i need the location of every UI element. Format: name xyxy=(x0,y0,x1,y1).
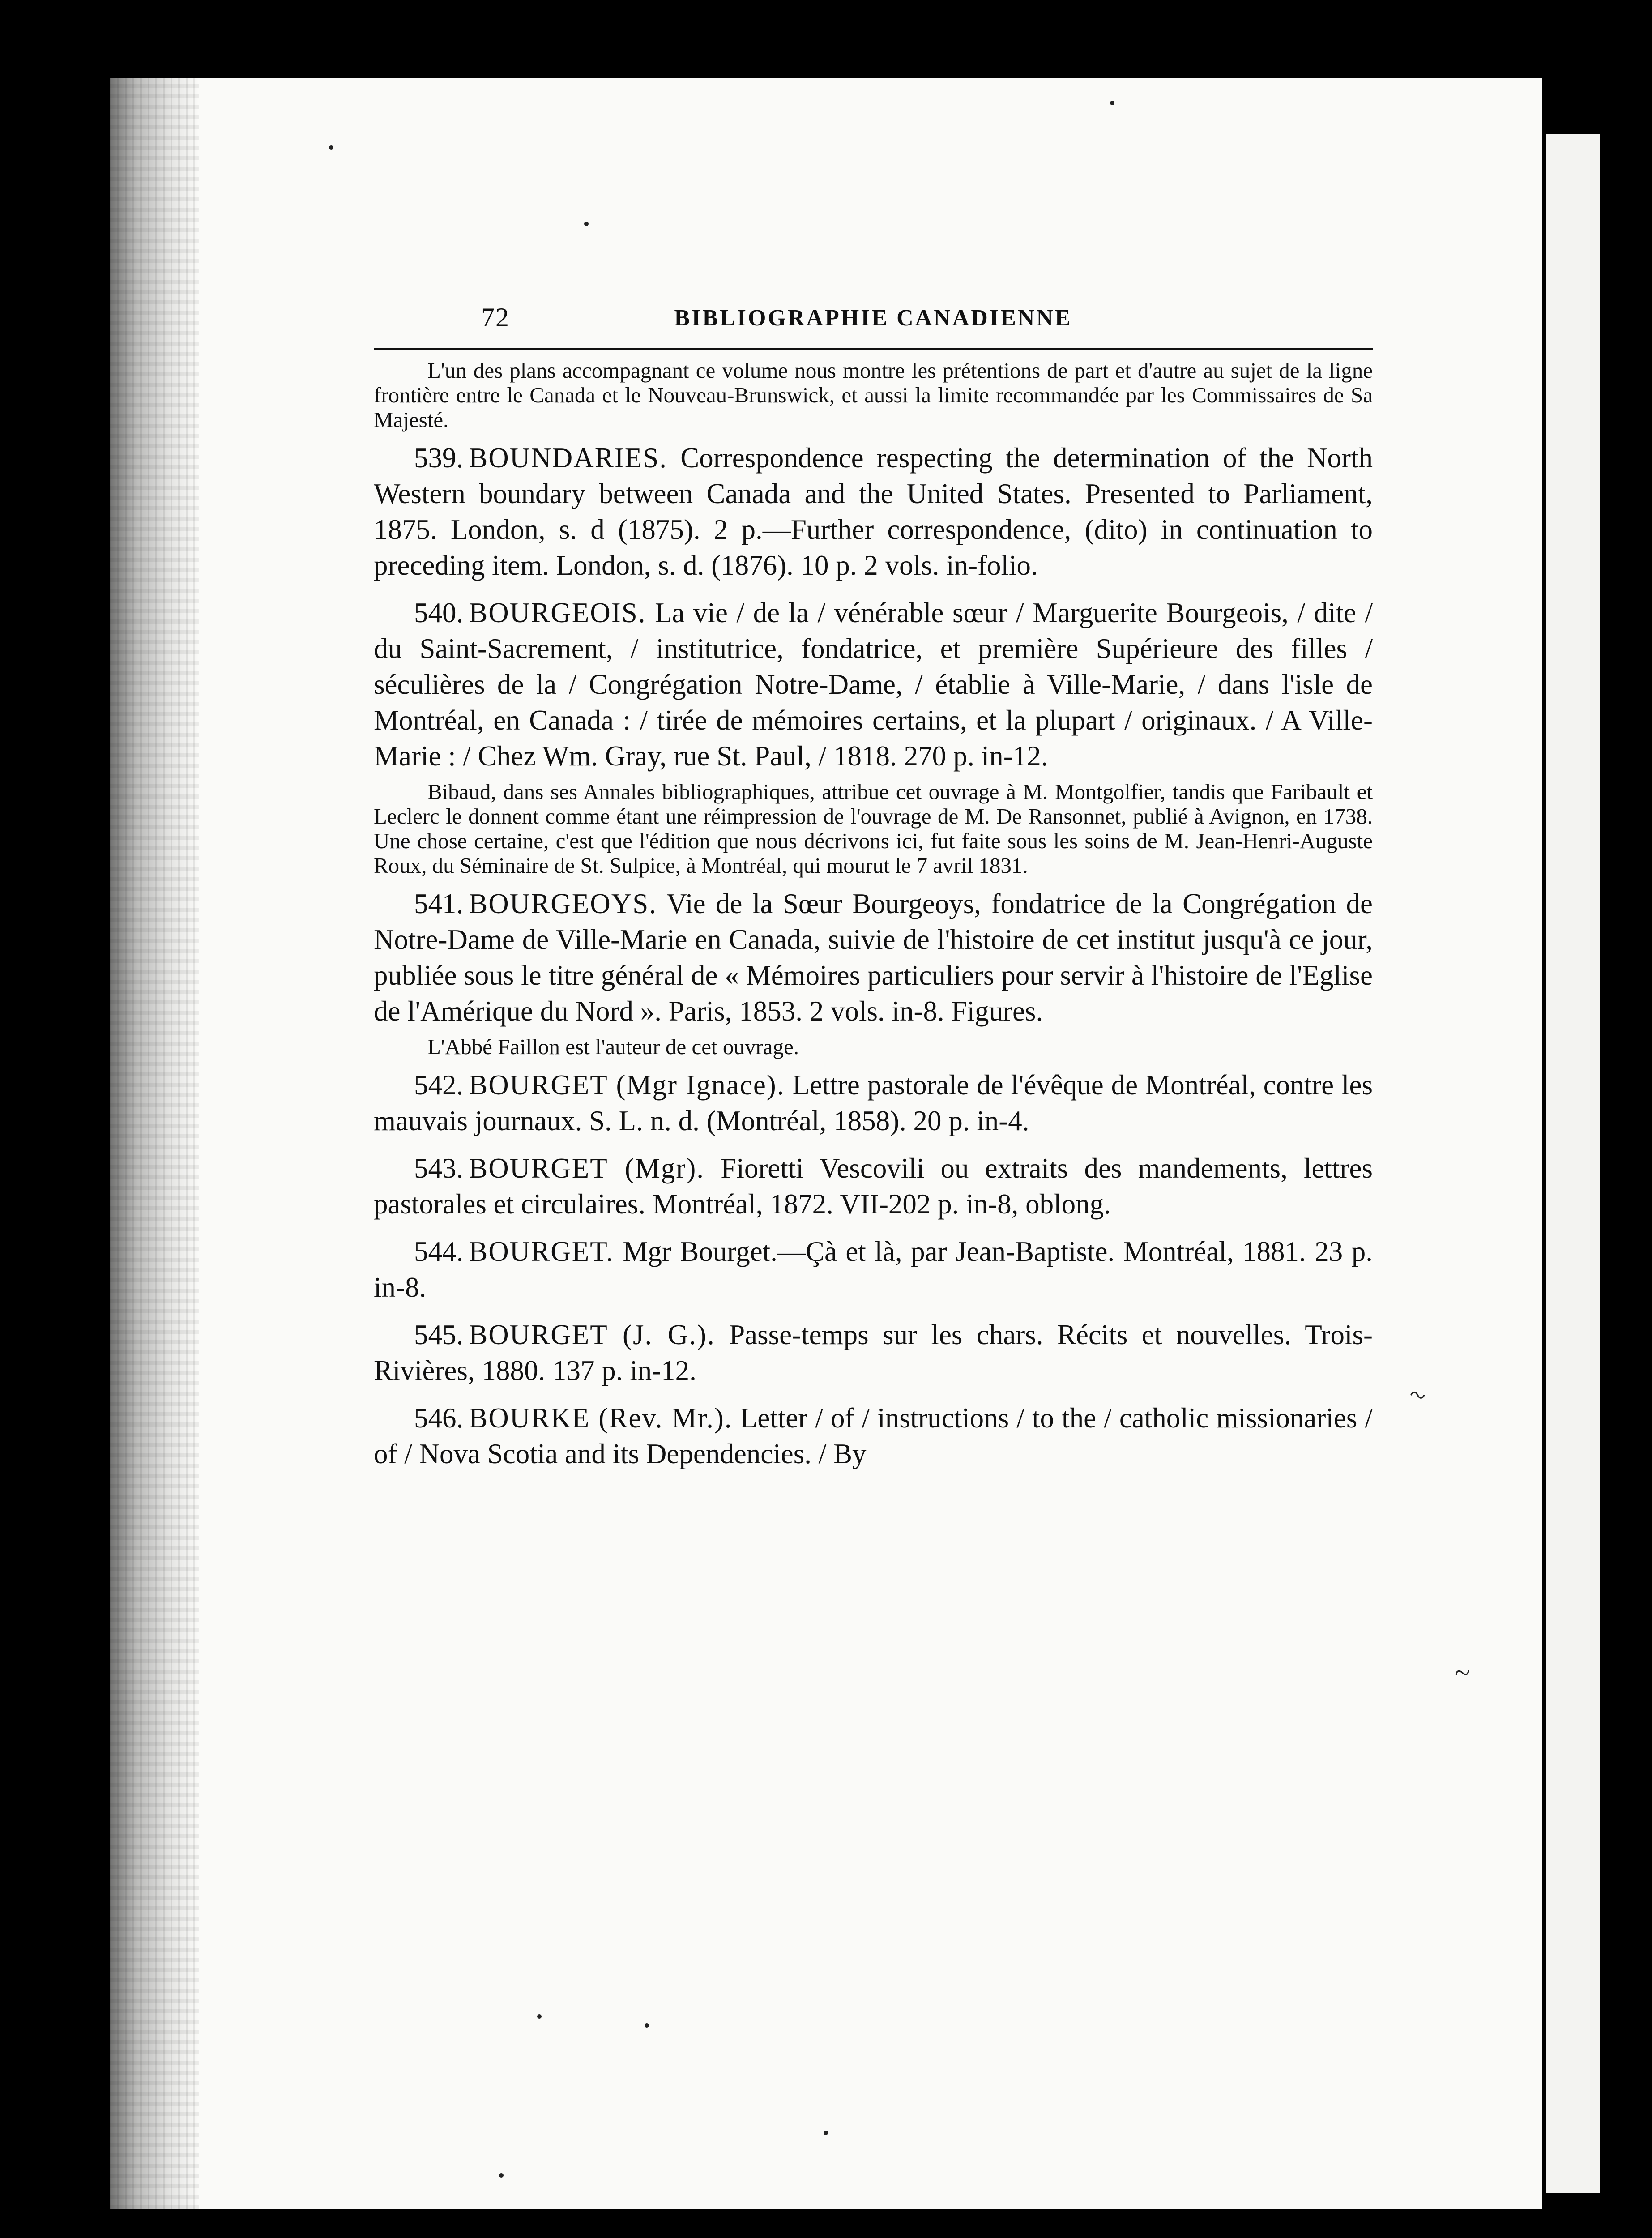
entry-number: 540. xyxy=(414,597,464,628)
page-body xyxy=(374,358,1373,1483)
entry-text: Passe-temps sur les chars. Récits et nouvelles. Trois-Rivières, 1880. 137 p. in-12. xyxy=(374,1319,1373,1386)
scan-speck xyxy=(329,145,333,150)
scan-speck xyxy=(499,2173,504,2178)
entry-text: Correspondence respecting the determination of the North Western boundary between Canada and the United States. Presented to Parliament, 1875. London, s. d (1875). 2 p.—Further correspondence, (dito) in continuation to preceding item. London, s. d. (1876). 10 p. 2 vols. in-folio. xyxy=(374,442,1373,581)
entry-number: 539. xyxy=(414,442,464,474)
entry-note: L'Abbé Faillon est l'auteur de cet ouvrage. xyxy=(427,1034,799,1059)
entry-text: Lettre pastorale de l'évêque de Montréal, contre les mauvais journaux. S. L. n. d. (Montréal, 1858). 20 p. in-4. xyxy=(374,1069,1373,1136)
entry-heading: BOURKE (Rev. Mr.). xyxy=(469,1402,733,1434)
scan-speck xyxy=(645,2023,649,2028)
margin-scribble: ~ xyxy=(1405,1377,1430,1413)
entry-note: Bibaud, dans ses Annales bibliographiques, attribue cet ouvrage à M. Montgolfier, tandis que Faribault et Leclerc le donnent comme étant une réimpression de l'ouvrage de M. De Ransonnet, publié à Avignon, en 1738. Une chose certaine, c'est que l'édition que nous décrivons ici, fut faite sous les soins de M. Jean-Henri-Auguste Roux, du Séminaire de St. Sulpice, à Montréal, qui mourut le 7 avril 1831. xyxy=(374,779,1373,878)
entry-heading: BOUNDARIES. xyxy=(469,442,668,474)
entry-list xyxy=(374,440,1373,1472)
scan-speck xyxy=(824,2131,828,2135)
entry-542 xyxy=(374,1067,1373,1139)
entry-text: Letter / of / instructions / to the / catholic missionaries / of / Nova Scotia and its Dependencies. / By xyxy=(374,1402,1373,1469)
entry-heading: BOURGET (Mgr Ignace). xyxy=(469,1069,785,1101)
page-number: 72 xyxy=(481,303,510,332)
entry-number: 543. xyxy=(414,1153,464,1184)
entry-540 xyxy=(374,595,1373,774)
entry-number: 541. xyxy=(414,888,464,919)
entry-544 xyxy=(374,1234,1373,1305)
entry-heading: BOURGET (Mgr). xyxy=(469,1153,705,1184)
facing-page-edge xyxy=(1546,134,1600,2193)
entry-number: 544. xyxy=(414,1236,464,1267)
binding-edge xyxy=(110,78,199,2209)
scan-speck xyxy=(1110,101,1114,105)
entry-heading: BOURGET (J. G.). xyxy=(469,1319,715,1350)
entry-text: Vie de la Sœur Bourgeoys, fondatrice de la Congrégation de Notre-Dame de Ville-Marie en Canada, suivie de l'histoire de cet institut jusqu'à ce jour, publiée sous le titre général de « Mémoires particuliers pour servir à l'histoire de l'Eglise de l'Amérique du Nord ». Paris, 1853. 2 vols. in-8. Figures. xyxy=(374,888,1373,1027)
entry-546 xyxy=(374,1400,1373,1472)
entry-text: Fioretti Vescovili ou extraits des mandements, lettres pastorales et circulaires. Montréal, 1872. VII-202 p. in-8, oblong. xyxy=(374,1153,1373,1220)
entry-541 xyxy=(374,886,1373,1029)
entry-heading: BOURGEOIS. xyxy=(469,597,646,628)
scan-speck xyxy=(537,2014,542,2019)
entry-heading: BOURGEOYS. xyxy=(469,888,657,919)
entry-heading: BOURGET. xyxy=(469,1236,614,1267)
header-rule xyxy=(374,348,1373,350)
intro-note: L'un des plans accompagnant ce volume nous montre les prétentions de part et d'autre au sujet de la ligne frontière entre le Canada et le Nouveau-Brunswick, et aussi la limite recommandée par les Commissaires de Sa Majesté. xyxy=(374,358,1373,432)
entry-543 xyxy=(374,1150,1373,1222)
entry-number: 542. xyxy=(414,1069,464,1101)
entry-545 xyxy=(374,1317,1373,1388)
entry-number: 545. xyxy=(414,1319,464,1350)
entry-text: La vie / de la / vénérable sœur / Marguerite Bourgeois, / dite / du Saint-Sacrement, / institutrice, fondatrice, et première Supérieure des filles / séculières de la / Congrégation Notre-Dame, / établie à Ville-Marie, / dans l'isle de Montréal, en Canada : / tirée de mémoires certains, et la plupart / originaux. / A Ville-Marie : / Chez Wm. Gray, rue St. Paul, / 1818. 270 p. in-12. xyxy=(374,597,1373,772)
entry-number: 546. xyxy=(414,1402,464,1434)
running-title: BIBLIOGRAPHIE CANADIENNE xyxy=(674,305,1072,331)
margin-scribble: ~ xyxy=(1455,1657,1470,1688)
scan-speck xyxy=(584,222,589,226)
entry-539 xyxy=(374,440,1373,583)
entry-text: Mgr Bourget.—Çà et là, par Jean-Baptiste. Montréal, 1881. 23 p. in-8. xyxy=(374,1236,1373,1303)
